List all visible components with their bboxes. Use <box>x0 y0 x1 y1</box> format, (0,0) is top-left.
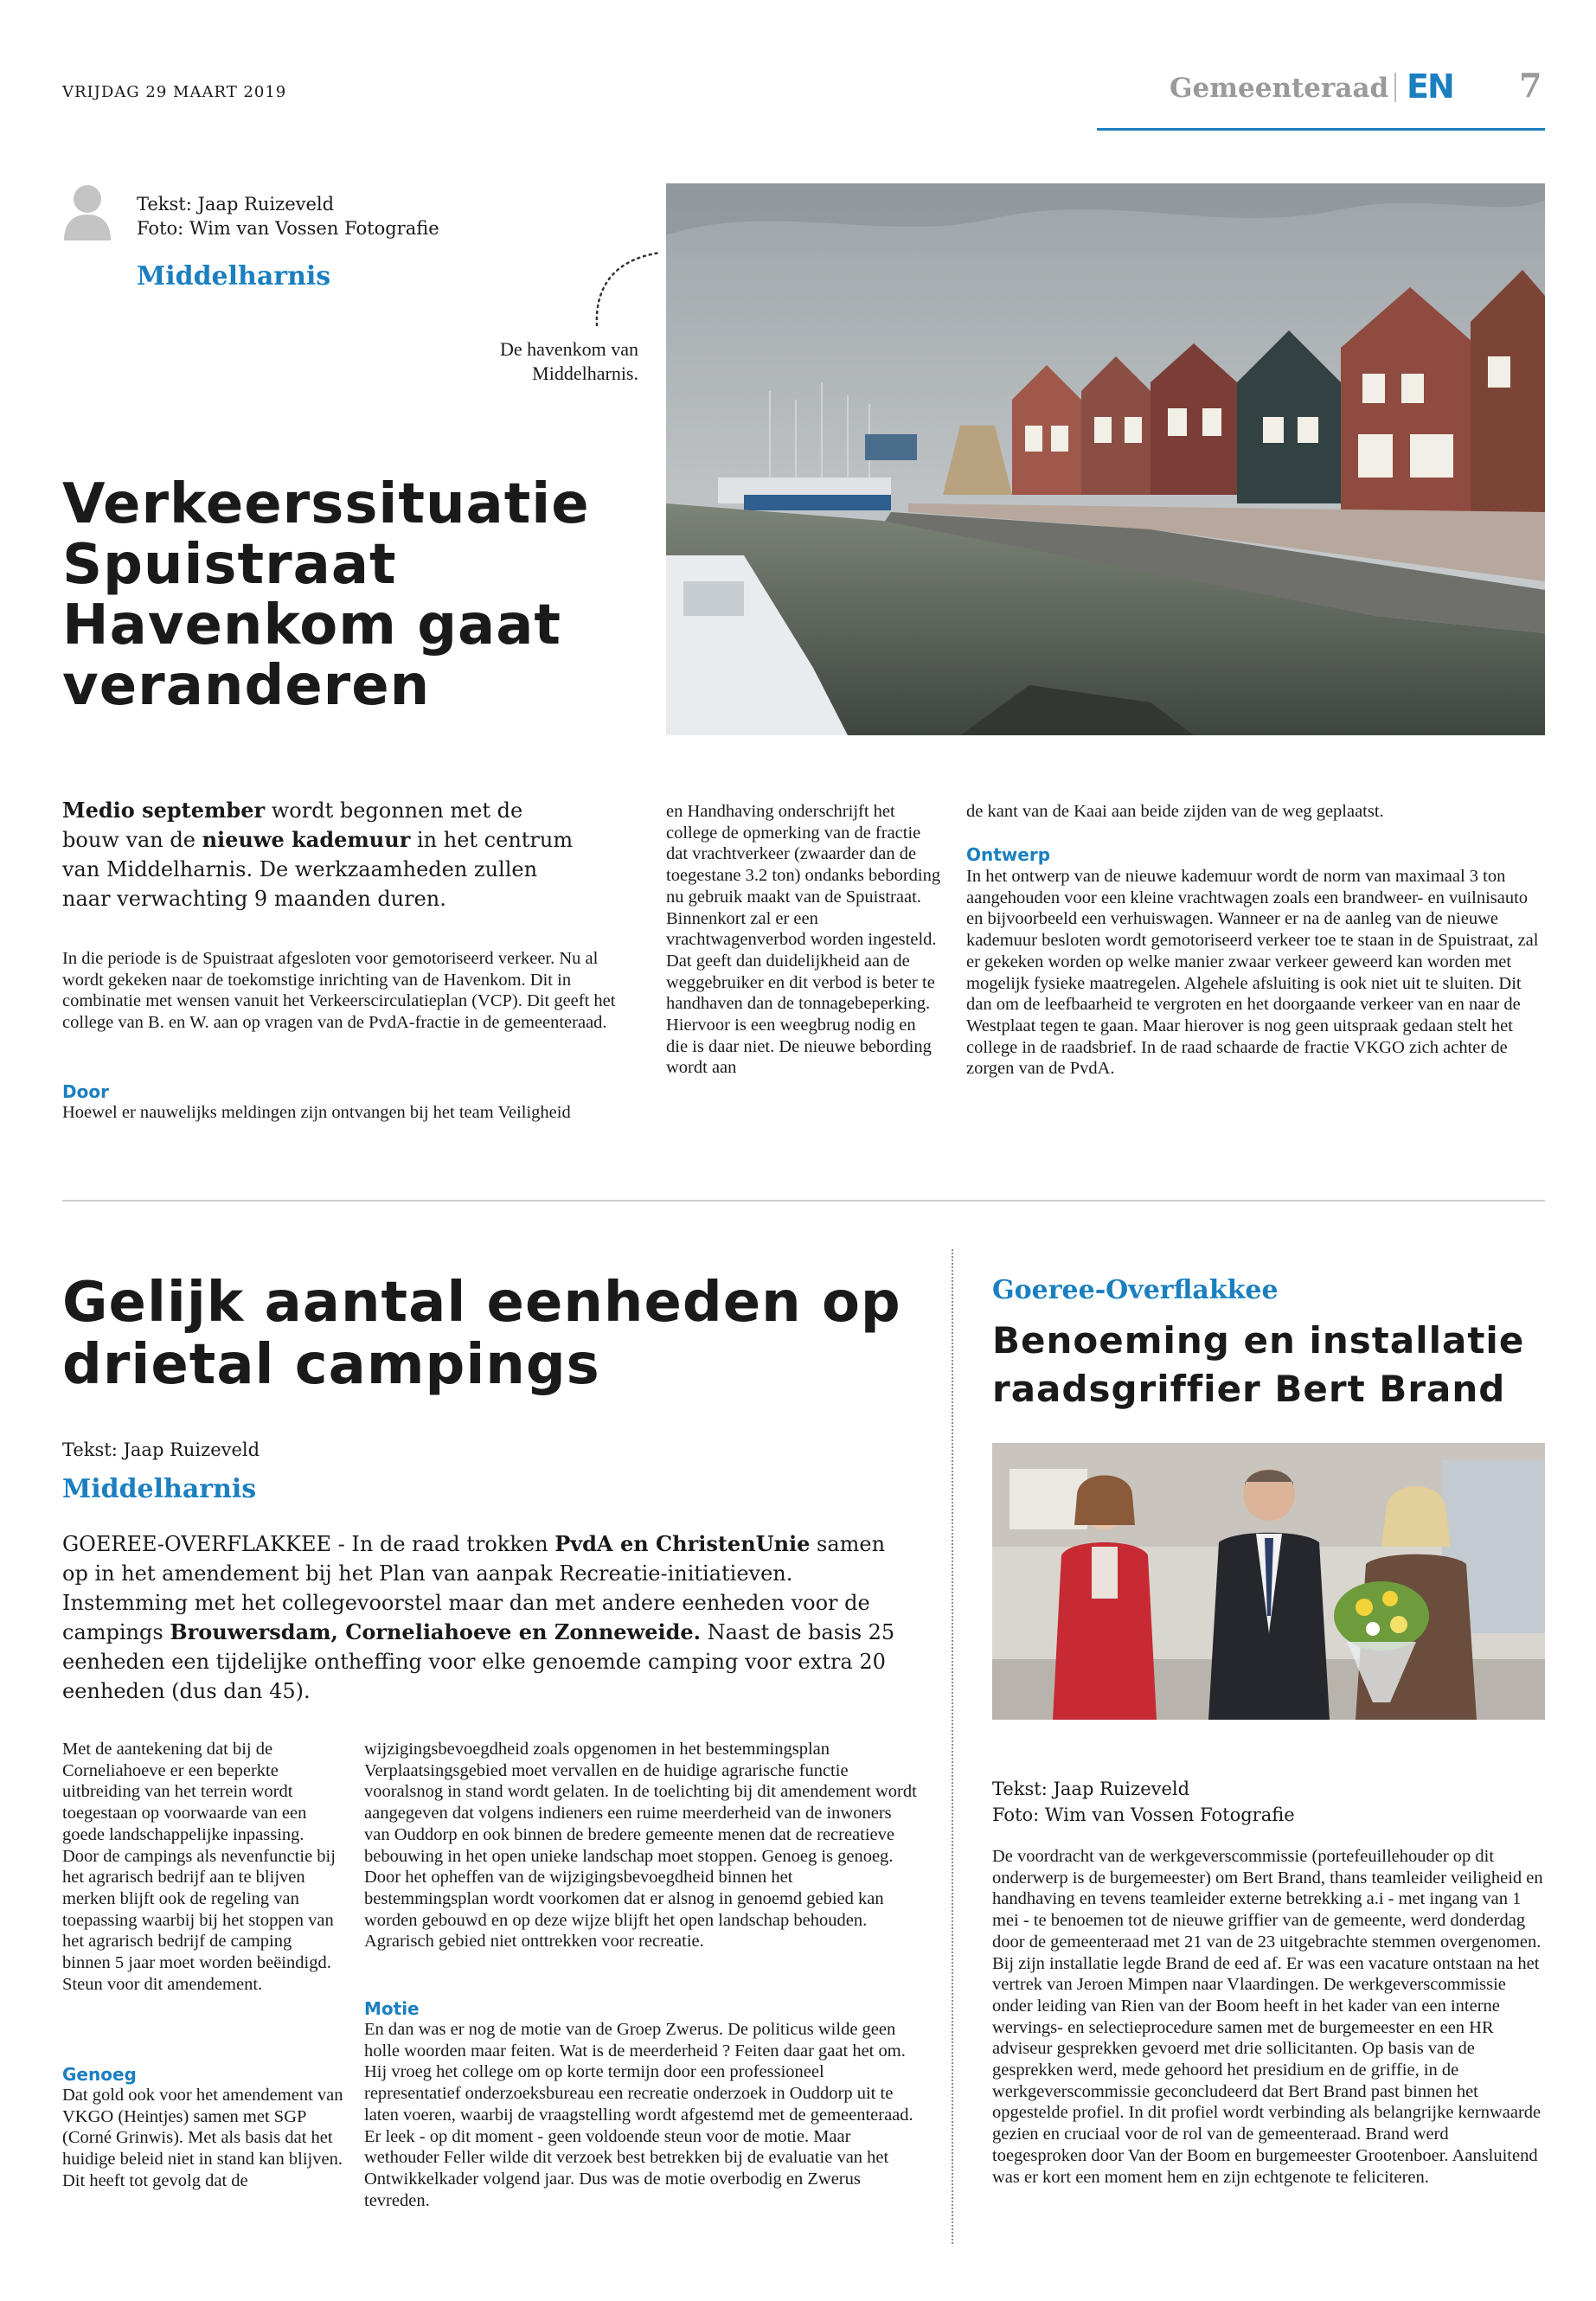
section-title: Gemeenteraad <box>1170 73 1389 104</box>
author-credit: Tekst: Jaap Ruizeveld <box>992 1779 1190 1799</box>
lead-bold-2: nieuwe kademuur <box>202 827 411 852</box>
installation-photo <box>992 1443 1545 1720</box>
article-column-1: Met de aantekening dat bij de Corneliahoeve er een beperkte uitbreiding van het terrein wordt toegestaan op voorwaarde van een goede landschappelijke inpassing. Door de campings als nevenfunctie bij het agrarisch bedrijf aan te blijven merken blijft ook de regeling van toepassing waarbij bij het stoppen van het agrarisch bedrijf de camping binnen 5 jaar moet worden beëindigd. Steun voor dit amendement. <box>62 1740 336 1994</box>
lead-bold-2: Brouwersdam, Corneliahoeve en Zonneweide. <box>170 1619 701 1644</box>
article-headline: Benoeming en installatie raadsgriffier Bert Brand <box>992 1319 1525 1410</box>
article-column-3-intro: de kant van de Kaai aan beide zijden van de weg geplaatst. <box>966 802 1384 821</box>
article-paragraph: Hoewel er nauwelijks meldingen zijn ontvangen bij het team Veiligheid <box>62 1103 571 1122</box>
article-column-1-continued: Dat gold ook voor het amendement van VKGO (Heintjes) samen met SGP (Corné Grinwis). Met als basis dat het huidige beleid niet in stand kan blijven. Dit heeft tot gevolg dat de <box>62 2086 343 2190</box>
article-column-2-continued: En dan was er nog de motie van de Groep Zwerus. De politicus wilde geen holle woorden maar feiten. Wat is de meerderheid ? Feiten daar gaat het om. Hij vroeg het college om op korte termijn door een professioneel representatief onderzoeksbureau een recreatie onderzoek in Ouddorp uit te laten voeren, waarbij de vraagstelling wordt afgestemd met de gemeenteraad. Er leek - op dit moment - geen voldoende steun voor de motie. Maar wethouder Feller wilde dit verzoek best betrekken bij de evaluatie van het Ontwikkelkader volgend jaar. Dus was de motie overbodig en Zwerus tevreden. <box>364 2020 913 2210</box>
author-credit: Tekst: Jaap Ruizeveld <box>137 194 335 215</box>
location-label: Goeree-Overflakkee <box>992 1275 1279 1305</box>
author-credit: Tekst: Jaap Ruizeveld <box>62 1439 260 1460</box>
lead-text-2: samen op in het amendement bij het Plan van aanpak Recreatie-initiatieven. Instemming met het collegevoorstel maar dan met andere eenheden voor de campings <box>62 1532 886 1644</box>
subheading-ontwerp: Ontwerp <box>966 844 1051 865</box>
location-label: Middelharnis <box>137 261 331 292</box>
photo-caption: De havenkom van Middelharnis. <box>499 338 638 384</box>
lead-text-1: GOEREE-OVERFLAKKEE - In de raad trokken <box>62 1532 555 1556</box>
publication-logo: EN <box>1407 67 1453 106</box>
header-rule <box>1097 128 1545 131</box>
article-headline: Verkeerssituatie Spuistraat Havenkom gaat veranderen <box>62 472 590 718</box>
article-paragraph: In die periode is de Spuistraat afgesloten voor gemotoriseerd verkeer. Nu al wordt gekeken naar de toekomstige inrichting van de Havenkom. Dit in combinatie met wensen vanuit het Verkeerscirculatieplan (VCP). Dit geeft het college van B. en W. aan op vragen van de PvdA-fractie in de gemeenteraad. <box>62 949 616 1033</box>
photo-credit: Foto: Wim van Vossen Fotografie <box>992 1804 1295 1825</box>
column-divider <box>952 1249 953 2244</box>
lead-text-1: wordt begonnen met de bouw van de <box>62 798 523 852</box>
author-avatar-icon <box>62 183 112 240</box>
article-column-2: en Handhaving onderschrijft het college de opmerking van de fractie dat vrachtverkeer (zwaarder dan de toegestane 3.2 ton) ondanks bebording nu gebruik maakt van de Spuistraat. Binnenkort zal er een vrachtwagenverbod worden ingesteld. Dat geeft dan duidelijkheid aan de weggebruiker en dit verbod is beter te handhaven dan de tonnagebeperking. Hiervoor is een weegbrug nodig en die is daar niet. De nieuwe bebording wordt aan <box>666 802 941 1078</box>
lead-text-2: in het centrum van Middelharnis. De werkzaamheden zullen naar verwachting 9 maanden duren. <box>62 828 574 911</box>
article-column-3: In het ontwerp van de nieuwe kademuur wordt de norm van maximaal 3 ton aangehouden voor een kleine vrachtwagen zoals een brandweer- en vuilnisauto en bijvoorbeeld een verhuiswagen. Wanneer er na de aanleg van de nieuwe kademuur besloten wordt gemotoriseerd verkeer toe te staan in de Spuistraat, zal er gekeken worden op welke manier zwaar verkeer geweerd kan worden met mogelijk fysieke maatregelen. Algehele afsluiting is ook niet uit te sluiten. Dit dan om de leefbaarheid te vergroten en het doorgaande verkeer van en naar de Westplaat tegen te gaan. Maar hierover is nog geen uitspraak gedaan stelt het college in de raadsbrief. In de raad schaarde de fractie VKGO zich achter de zorgen van de PvdA. <box>966 867 1539 1079</box>
logo-divider <box>1394 73 1396 102</box>
section-divider <box>62 1200 1545 1202</box>
harbour-photo <box>666 183 1545 735</box>
issue-date: VRIJDAG 29 MAART 2019 <box>62 83 287 101</box>
article-headline: Gelijk aantal eenheden op drietal campings <box>62 1271 901 1397</box>
subheading-motie: Motie <box>364 1998 420 2019</box>
article-lead <box>62 1529 910 1706</box>
article-body: De voordracht van de werkgeverscommissie (portefeuillehouder op dit onderwerp is de burgemeester) om Bert Brand, thans teamleider veiligheid en handhaving en tevens teamleider externe betrekking a.i - met ingang van 1 mei - te benoemen tot de nieuwe griffier van de gemeente, werd donderdag door de gemeenteraad met 21 van de 23 uitgebrachte stemmen overgenomen. Bij zijn installatie legde Brand de eed af. Er was een vacature ontstaan na het vertrek van Jeroen Mimpen naar Vlaardingen. De werkgeverscommissie onder leiding van Rien van der Boom heeft in het kader van een interne wervings- en selectieprocedure samen met de burgemeester en een HR adviseur gesprekken gevoerd met drie sollicitanten. Op basis van de gesprekken werd, mede gehoord het presidium en de griffie, in de werkgeverscommissie geconcludeerd dat Bert Brand past binnen het opgestelde profiel. In dit profiel wordt verbinding als belangrijke kernwaarde gezien en cruciaal voor de rol van de gemeenteraad. Brand werd toegesproken door Van der Boom en burgemeester Grootenboer. Aansluitend was er kort een moment hem en zijn echtgenote te feliciteren. <box>992 1847 1543 2187</box>
lead-bold-1: Medio september <box>62 798 266 823</box>
photo-credit: Foto: Wim van Vossen Fotografie <box>137 218 439 239</box>
lead-bold-1: PvdA en ChristenUnie <box>554 1531 811 1556</box>
page-number: 7 <box>1519 66 1542 105</box>
subheading-genoeg: Genoeg <box>62 2064 137 2085</box>
location-label: Middelharnis <box>62 1474 257 1504</box>
lead-text-3: Naast de basis 25 eenheden een tijdelijke ontheffing voor elke genoemde camping voor extra 20 eenheden (dus dan 45). <box>62 1620 895 1703</box>
article-lead <box>62 796 581 913</box>
caption-pointer-icon <box>593 247 663 329</box>
article-column-2: wijzigingsbevoegdheid zoals opgenomen in het bestemmingsplan Verplaatsingsgebied moet vervallen en de huidige agrarische functie vooralsnog in stand wordt gelaten. In de toelichting bij dit amendement wordt aangegeven dat volgens indieners een ruime meerderheid van de inwoners van Ouddorp en ook binnen de bredere gemeente menen dat de recreatieve bebouwing in het open unieke landschap moet stoppen. Genoeg is genoeg. Door het opheffen van de wijzigingsbevoegdheid binnen het bestemmingsplan wordt voorkomen dat er alsnog in genoemd gebied kan worden gebouwd en op deze wijze blijft het open landschap behouden. Agrarisch gebied niet onttrekken voor recreatie. <box>364 1740 917 1952</box>
subheading-door: Door <box>62 1081 109 1102</box>
